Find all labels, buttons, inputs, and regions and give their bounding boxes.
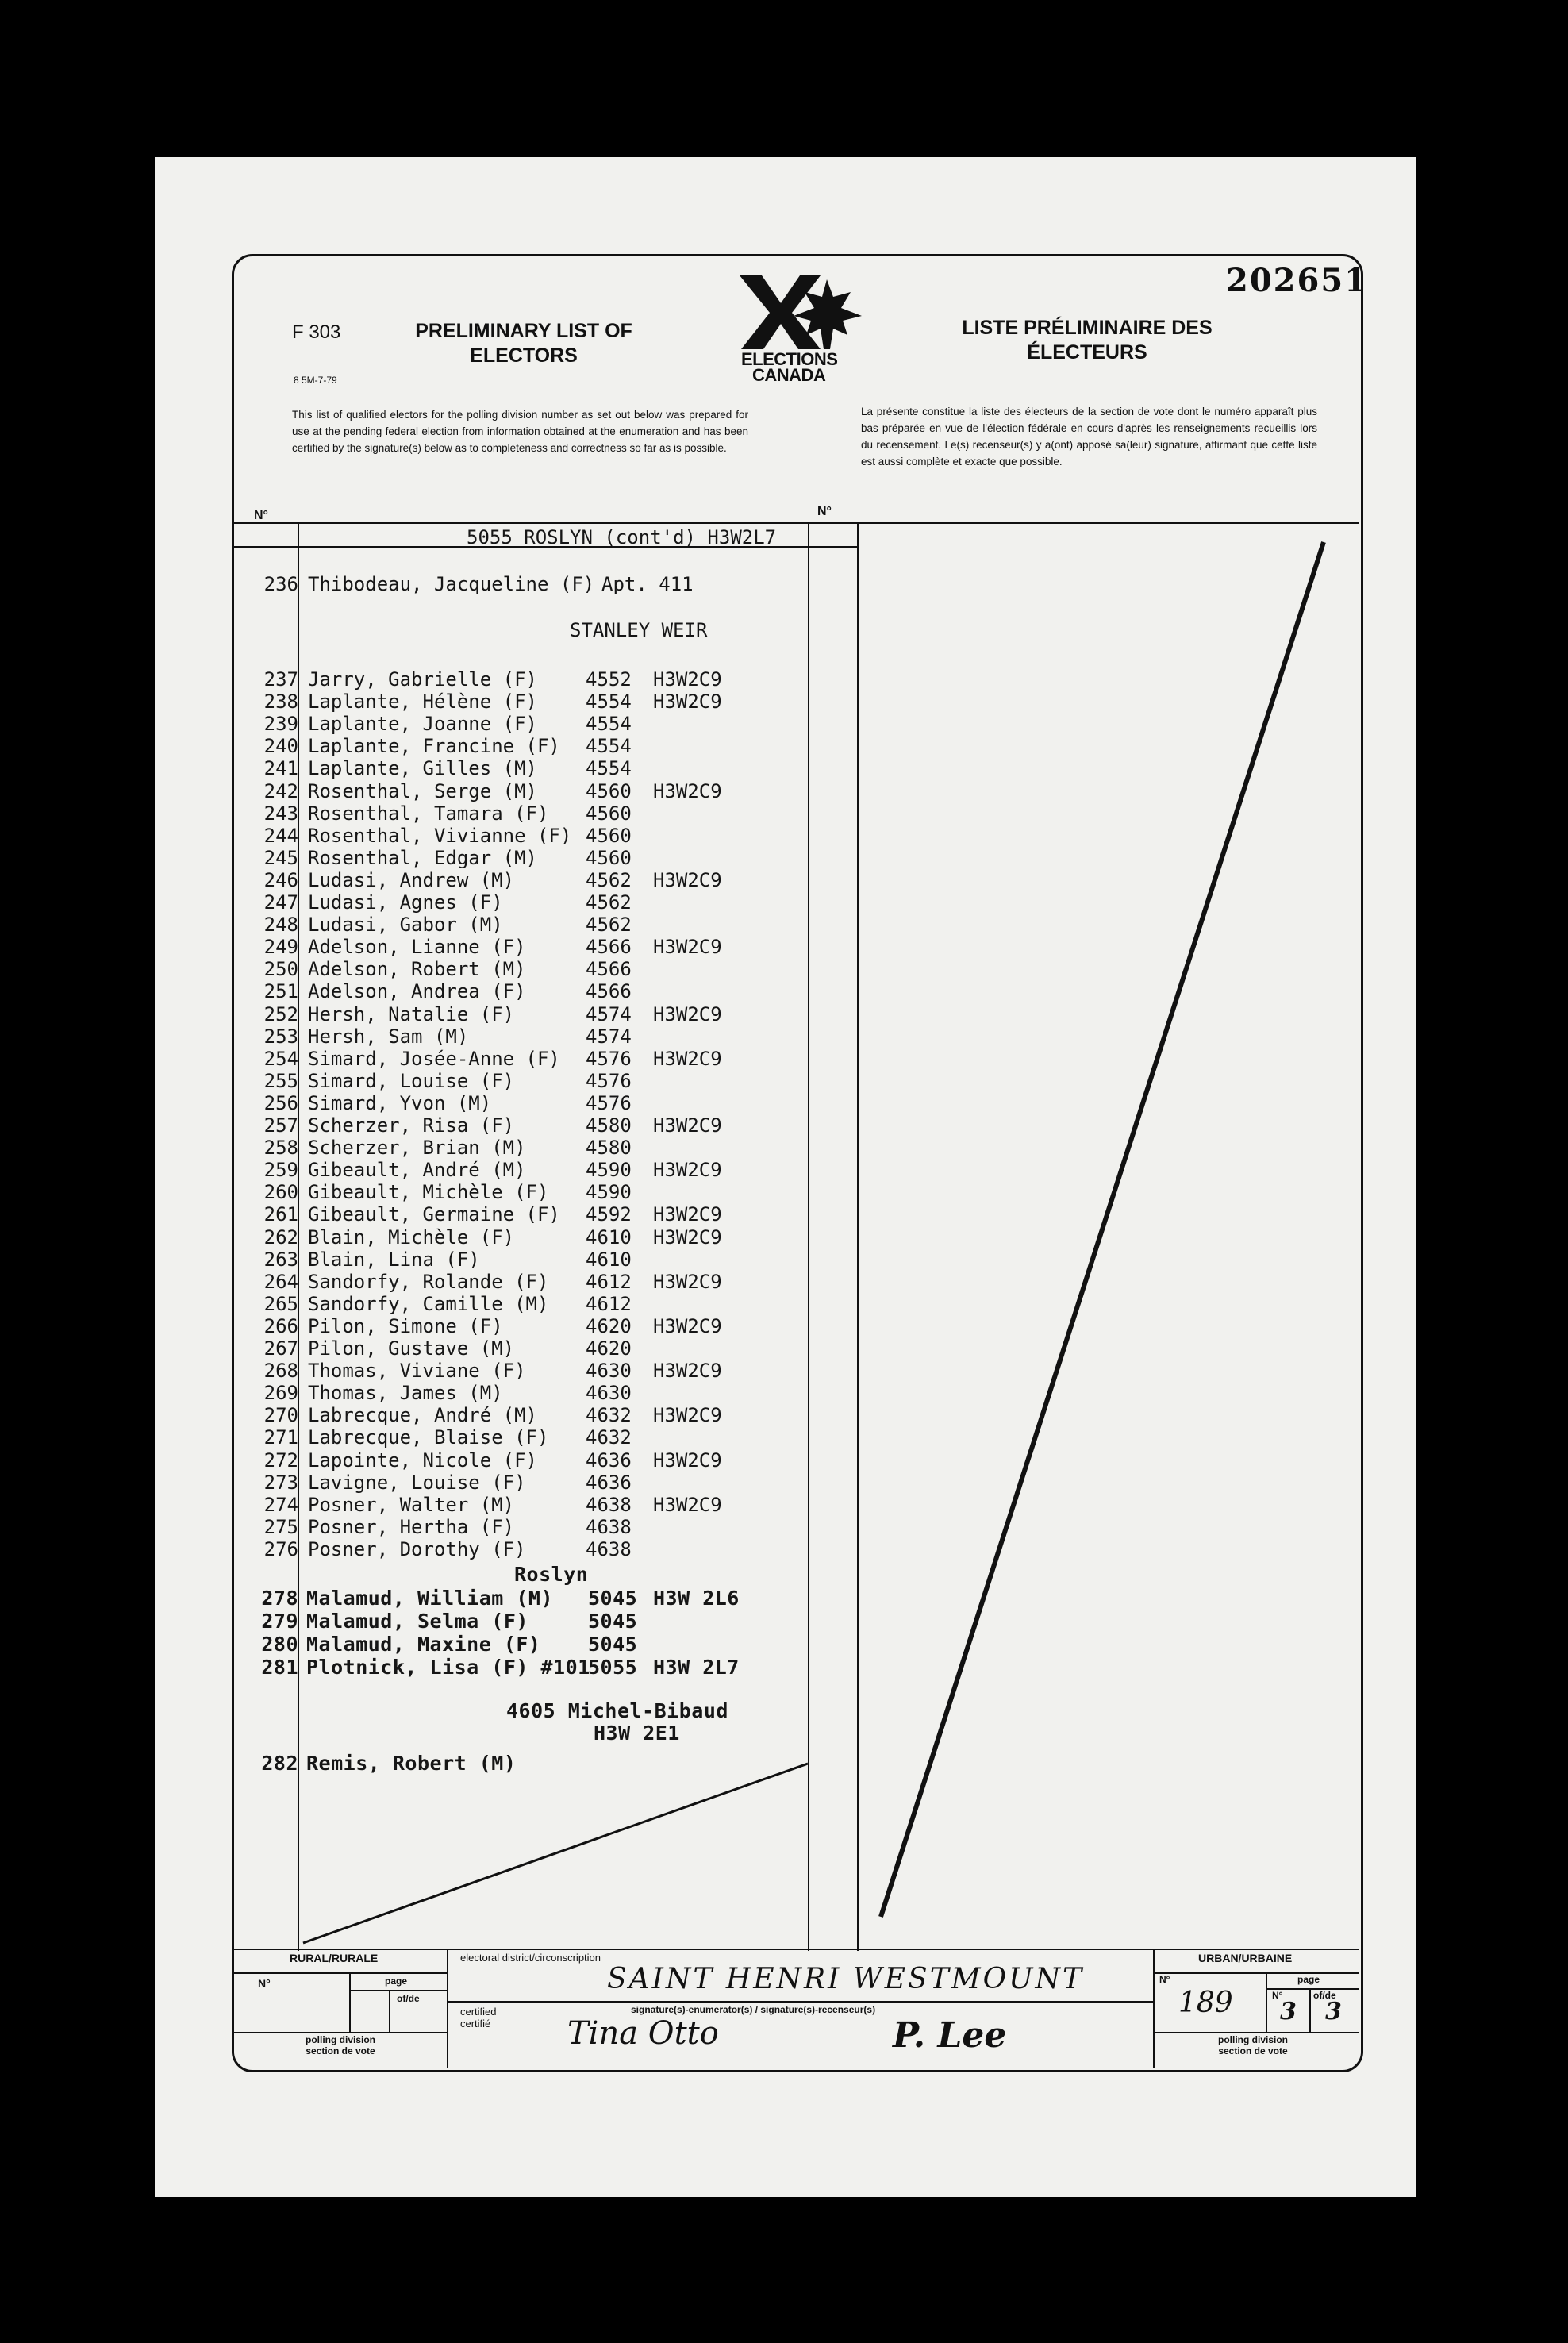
- entry-postal-code: H3W2C9: [653, 1493, 722, 1516]
- logo-text-line-2: CANADA: [752, 365, 826, 385]
- entry-number: 252: [263, 1002, 298, 1025]
- entry-postal-code: H3W2C9: [653, 691, 722, 714]
- urban-label: URBAN/URBAINE: [1198, 1952, 1293, 1964]
- entry-address: 5045: [588, 1610, 638, 1633]
- entry-number: 243: [263, 802, 298, 825]
- entry-name: Rosenthal, Vivianne (F): [308, 824, 572, 847]
- entry-name: Adelson, Andrea (F): [308, 980, 526, 1003]
- entry-number: 237: [263, 668, 298, 691]
- entry-address: 5045: [588, 1633, 638, 1656]
- electors-list: [252, 524, 808, 1945]
- entry-postal-code: H3W2C9: [653, 1360, 722, 1383]
- entry-number: 260: [263, 1181, 298, 1204]
- signature-1: Tina Otto: [567, 2015, 719, 2052]
- urban-no-rule: [1266, 1972, 1267, 2032]
- entry-name: Remis, Robert (M): [306, 1752, 517, 1775]
- title-french-line-1: LISTE PRÉLIMINAIRE DES: [962, 317, 1213, 339]
- entry-number: 266: [263, 1314, 298, 1337]
- entry-name: Laplante, Francine (F): [308, 735, 560, 758]
- entry-number: 278: [261, 1587, 298, 1610]
- street-header: [467, 526, 776, 548]
- entry-address: 4580: [586, 1137, 632, 1160]
- entry-name: Jarry, Gabrielle (F): [308, 668, 537, 691]
- entry-name: Pilon, Gustave (M): [308, 1337, 515, 1360]
- entry-number: 263: [263, 1248, 298, 1271]
- entry-address: 4554: [586, 713, 632, 736]
- urban-bottom-rule: [1153, 2032, 1359, 2033]
- entry-name: Sandorfy, Camille (M): [308, 1292, 549, 1315]
- entry-address: 4554: [586, 691, 632, 714]
- form-code: F 303: [292, 321, 341, 343]
- entry-number: 261: [263, 1203, 298, 1226]
- entry-name: Posner, Dorothy (F): [308, 1537, 526, 1560]
- entry-name: Laplante, Gilles (M): [308, 757, 537, 780]
- entry-number: 256: [263, 1091, 298, 1114]
- street-header: [570, 619, 707, 641]
- electoral-district-value: SAINT HENRI WESTMOUNT: [607, 1963, 1084, 1995]
- entry-apartment: Apt. 411: [601, 573, 694, 595]
- column-no-left: N°: [254, 509, 268, 522]
- entry-name: Gibeault, André (M): [308, 1159, 526, 1182]
- title-english-line-2: ELECTORS: [470, 344, 578, 367]
- polling-division-en: polling division: [306, 2034, 375, 2045]
- entry-address: 4566: [586, 980, 632, 1003]
- entry-postal-code: H3W2C9: [653, 668, 722, 691]
- entry-number: 239: [263, 713, 298, 736]
- entry-postal-code: H3W2C9: [653, 1225, 722, 1248]
- entry-postal-code: H3W2C9: [653, 1404, 722, 1427]
- entry-address: 4576: [586, 1047, 632, 1070]
- entry-name: Plotnick, Lisa (F) #101: [306, 1656, 590, 1679]
- rural-rule: [234, 1972, 448, 1974]
- signature-2: P. Lee: [893, 2015, 1007, 2056]
- urban-page-no-label: N°: [1272, 1990, 1283, 2001]
- entry-name: Blain, Lina (F): [308, 1248, 480, 1271]
- entry-postal-code: H3W2C9: [653, 936, 722, 959]
- entry-name: Posner, Hertha (F): [308, 1515, 515, 1538]
- entry-name: Malamud, Maxine (F): [306, 1633, 541, 1656]
- entry-number: 245: [263, 846, 298, 869]
- entry-address: 5045: [588, 1587, 638, 1610]
- entry-number: 272: [263, 1449, 298, 1472]
- entry-postal-code: H3W2C9: [653, 779, 722, 802]
- entry-address: 4638: [586, 1537, 632, 1560]
- urban-polling-division: [1218, 2034, 1288, 2056]
- polling-division-fr: section de vote: [306, 2045, 375, 2056]
- entry-postal-code: H3W2C9: [653, 1159, 722, 1182]
- entry-name: Ludasi, Andrew (M): [308, 868, 515, 891]
- urban-no-label: N°: [1159, 1974, 1170, 1985]
- entry-number: 276: [263, 1537, 298, 1560]
- entry-address: 4636: [586, 1471, 632, 1494]
- electoral-district-label: electoral district/circonscription: [460, 1952, 601, 1964]
- urban-of-value: 3: [1325, 1998, 1342, 2026]
- rural-polling-division: [306, 2034, 375, 2056]
- entry-address: 4638: [586, 1493, 632, 1516]
- rural-right-rule: [447, 1949, 448, 2068]
- title-french-line-2: ÉLECTEURS: [1027, 341, 1147, 364]
- entry-number: 275: [263, 1515, 298, 1538]
- entry-number: 282: [261, 1752, 298, 1775]
- entry-name: Rosenthal, Serge (M): [308, 779, 537, 802]
- entry-address: 4610: [586, 1225, 632, 1248]
- intro-french: La présente constitue la liste des électeurs de la section de vote dont le numéro apparaît plus bas préparée en vue de l'élection fédérale en cours d'après les renseignements recueillis lors du recensement. Le(s) recenseur(s) y a(ont) apposé sa(leur) signature, affirmant que cette liste est aussi complète et exacte que possible.: [861, 406, 1317, 467]
- entry-name: Rosenthal, Tamara (F): [308, 802, 549, 825]
- entry-number: 279: [261, 1610, 298, 1633]
- column-no-right: N°: [817, 505, 832, 518]
- entry-number: 264: [263, 1270, 298, 1293]
- entry-postal-code: H3W 2L6: [653, 1587, 740, 1610]
- entry-address: 4560: [586, 802, 632, 825]
- rural-of-rule: [389, 1990, 390, 2032]
- entry-address: 4612: [586, 1270, 632, 1293]
- entry-number: 267: [263, 1337, 298, 1360]
- footer: [234, 1949, 1359, 2068]
- entry-number: 269: [263, 1382, 298, 1405]
- entry-postal-code: H3W2C9: [653, 1002, 722, 1025]
- entry-name: Lapointe, Nicole (F): [308, 1449, 537, 1472]
- intro-english: This list of qualified electors for the polling division number as set out below was prepared for use at the pending federal election from information obtained at the enumeration and has been certified by the signature(s) below as to completeness and correctness so far as is possible.: [292, 409, 748, 454]
- entry-number: 254: [263, 1047, 298, 1070]
- entry-address: 4560: [586, 846, 632, 869]
- entry-name: Malamud, Selma (F): [306, 1610, 528, 1633]
- entry-name: Laplante, Joanne (F): [308, 713, 537, 736]
- entry-name: Ludasi, Agnes (F): [308, 891, 503, 914]
- street-header-text: 5055 ROSLYN (cont'd) H3W2L7: [467, 526, 777, 548]
- entry-name: Ludasi, Gabor (M): [308, 914, 503, 937]
- entry-name: Hersh, Natalie (F): [308, 1002, 515, 1025]
- entry-number: 241: [263, 757, 298, 780]
- urban-left-rule: [1153, 1949, 1155, 2068]
- entry-address: 4636: [586, 1449, 632, 1472]
- street-header-text: STANLEY WEIR: [570, 619, 708, 641]
- entry-name: Hersh, Sam (M): [308, 1025, 469, 1048]
- entry-address: 4576: [586, 1091, 632, 1114]
- entry-address: 4554: [586, 735, 632, 758]
- urban-page-value: 3: [1280, 1998, 1297, 2026]
- rural-bottom-rule: [234, 2032, 448, 2033]
- entry-number: 281: [261, 1656, 298, 1679]
- entry-number: 250: [263, 958, 298, 981]
- rural-of-label: of/de: [397, 1993, 420, 2004]
- entry-name: Thomas, Viviane (F): [308, 1360, 526, 1383]
- entry-name: Posner, Walter (M): [308, 1493, 515, 1516]
- entry-address: 4592: [586, 1203, 632, 1226]
- entry-postal-code: H3W2C9: [653, 1114, 722, 1137]
- entry-number: 236: [263, 573, 298, 595]
- entry-address: 4620: [586, 1314, 632, 1337]
- polling-division-fr: section de vote: [1218, 2045, 1288, 2056]
- entry-number: 251: [263, 980, 298, 1003]
- entry-address: 4576: [586, 1069, 632, 1092]
- entry-name: Simard, Josée-Anne (F): [308, 1047, 560, 1070]
- entry-address: 4574: [586, 1025, 632, 1048]
- entry-address: 4612: [586, 1292, 632, 1315]
- entry-name: Simard, Louise (F): [308, 1069, 515, 1092]
- form-print-code: 8 5M-7-79: [294, 375, 337, 386]
- entry-address: 4620: [586, 1337, 632, 1360]
- entry-name: Adelson, Robert (M): [308, 958, 526, 981]
- signatures-label: signature(s)-enumerator(s) / signature(s)-recenseur(s): [631, 2004, 876, 2015]
- entry-address: 4632: [586, 1404, 632, 1427]
- entry-address: 4566: [586, 936, 632, 959]
- entry-address: 4638: [586, 1515, 632, 1538]
- entry-postal-code: H3W2C9: [653, 1449, 722, 1472]
- entry-address: 4560: [586, 824, 632, 847]
- entry-number: 249: [263, 936, 298, 959]
- entry-address: 4562: [586, 914, 632, 937]
- entry-postal-code: H3W 2L7: [653, 1656, 740, 1679]
- entry-address: 4580: [586, 1114, 632, 1137]
- entry-address: 4562: [586, 891, 632, 914]
- entry-name: Labrecque, Blaise (F): [308, 1426, 549, 1449]
- entry-address: 4590: [586, 1181, 632, 1204]
- entry-name: Sandorfy, Rolande (F): [308, 1270, 549, 1293]
- entry-name: Thomas, James (M): [308, 1382, 503, 1405]
- entry-address: 4562: [586, 868, 632, 891]
- street-header: [514, 1564, 588, 1586]
- entry-postal-code: H3W2C9: [653, 1270, 722, 1293]
- entry-number: 268: [263, 1360, 298, 1383]
- urban-page-label: page: [1297, 1974, 1320, 1985]
- entry-name: Scherzer, Brian (M): [308, 1137, 526, 1160]
- entry-number: 270: [263, 1404, 298, 1427]
- entry-number: 255: [263, 1069, 298, 1092]
- rural-page-label: page: [385, 1976, 408, 1987]
- street-header-text: H3W 2E1: [594, 1722, 680, 1745]
- entry-address: 4630: [586, 1382, 632, 1405]
- entry-address: 4552: [586, 668, 632, 691]
- entry-address: 5055: [588, 1656, 638, 1679]
- certified-en: certified: [460, 2006, 497, 2018]
- entry-name: Thibodeau, Jacqueline (F): [308, 573, 595, 595]
- entry-name: Scherzer, Risa (F): [308, 1114, 515, 1137]
- entry-number: 238: [263, 691, 298, 714]
- entry-number: 248: [263, 914, 298, 937]
- entry-number: 262: [263, 1225, 298, 1248]
- entry-address: 4632: [586, 1426, 632, 1449]
- rural-no-rule: [349, 1972, 351, 2032]
- rural-page-rule: [349, 1990, 448, 1991]
- entry-address: 4554: [586, 757, 632, 780]
- street-header: [506, 1700, 728, 1722]
- street-header-text: Roslyn: [514, 1563, 589, 1586]
- entry-name: Gibeault, Germaine (F): [308, 1203, 560, 1226]
- entry-address: 4590: [586, 1159, 632, 1182]
- certified-fr: certifié: [460, 2018, 491, 2029]
- urban-of-rule: [1309, 1988, 1311, 2032]
- entry-number: 280: [261, 1633, 298, 1656]
- entry-number: 258: [263, 1137, 298, 1160]
- urban-no-value: 189: [1178, 1987, 1233, 2019]
- entry-name: Pilon, Simone (F): [308, 1314, 503, 1337]
- entry-number: 242: [263, 779, 298, 802]
- urban-of-label: of/de: [1313, 1990, 1336, 2001]
- entry-postal-code: H3W2C9: [653, 1314, 722, 1337]
- certified-label: [460, 2006, 497, 2029]
- entry-postal-code: H3W2C9: [653, 1047, 722, 1070]
- entry-name: Gibeault, Michèle (F): [308, 1181, 549, 1204]
- entry-number: 257: [263, 1114, 298, 1137]
- entry-postal-code: H3W2C9: [653, 1203, 722, 1226]
- entry-number: 265: [263, 1292, 298, 1315]
- rural-label: RURAL/RURALE: [290, 1952, 379, 1964]
- street-header-postal: [594, 1722, 680, 1745]
- title-english-line-1: PRELIMINARY LIST OF: [415, 320, 632, 342]
- logo-text-line-1: ELECTIONS: [741, 349, 838, 369]
- entry-number: 271: [263, 1426, 298, 1449]
- entry-number: 253: [263, 1025, 298, 1048]
- entry-name: Blain, Michèle (F): [308, 1225, 515, 1248]
- urban-rule: [1153, 1972, 1359, 1974]
- street-header-text: 4605 Michel-Bibaud: [506, 1699, 728, 1722]
- entry-address: 4610: [586, 1248, 632, 1271]
- district-rule: [448, 2001, 1155, 2003]
- entry-number: 240: [263, 735, 298, 758]
- entry-name: Simard, Yvon (M): [308, 1091, 492, 1114]
- entry-address: 4630: [586, 1360, 632, 1383]
- polling-division-en: polling division: [1218, 2034, 1288, 2045]
- entry-name: Laplante, Hélène (F): [308, 691, 537, 714]
- entry-address: 4574: [586, 1002, 632, 1025]
- entry-address: 4560: [586, 779, 632, 802]
- rural-no-label: N°: [258, 1977, 271, 1990]
- entry-number: 247: [263, 891, 298, 914]
- entry-name: Lavigne, Louise (F): [308, 1471, 526, 1494]
- serial-number: 202651: [1226, 262, 1368, 299]
- entry-name: Labrecque, André (M): [308, 1404, 537, 1427]
- entry-number: 259: [263, 1159, 298, 1182]
- entry-postal-code: H3W2C9: [653, 868, 722, 891]
- entry-number: 274: [263, 1493, 298, 1516]
- entry-name: Adelson, Lianne (F): [308, 936, 526, 959]
- entry-number: 244: [263, 824, 298, 847]
- entry-address: 4566: [586, 958, 632, 981]
- entry-number: 273: [263, 1471, 298, 1494]
- entry-name: Rosenthal, Edgar (M): [308, 846, 537, 869]
- entry-name: Malamud, William (M): [306, 1587, 554, 1610]
- entry-number: 246: [263, 868, 298, 891]
